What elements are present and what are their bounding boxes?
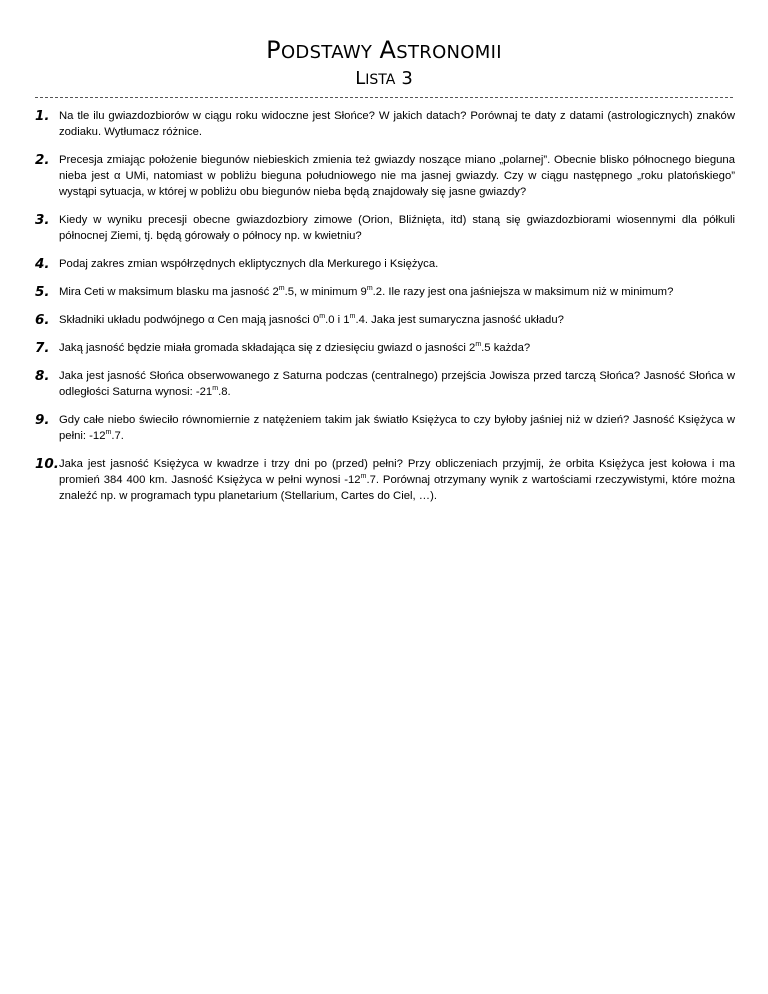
task-text-part: .7. [111, 430, 124, 442]
task-number: 8. [35, 368, 50, 384]
task-number: 1. [35, 108, 50, 124]
task-text [59, 456, 735, 504]
task-text-part: .5 każda? [481, 342, 531, 354]
task-number: 6. [35, 312, 50, 328]
task-item [35, 340, 735, 356]
task-text-part: .8. [218, 386, 231, 398]
task-item [35, 312, 735, 328]
subtitle-rest-ista: ISTA [365, 72, 396, 88]
task-item [35, 368, 735, 400]
task-item [35, 256, 735, 272]
task-item [35, 152, 735, 200]
page-title [0, 36, 768, 64]
task-number: 7. [35, 340, 50, 356]
task-item [35, 212, 735, 244]
task-text [59, 108, 735, 140]
task-number: 4. [35, 256, 50, 272]
magnitude-superscript: m [105, 429, 112, 436]
task-number: 10. [35, 456, 59, 472]
task-list [35, 108, 735, 516]
magnitude-superscript: m [278, 285, 285, 292]
title-initial-p: P [266, 36, 281, 64]
task-item [35, 412, 735, 444]
task-number: 2. [35, 152, 50, 168]
task-number: 9. [35, 412, 50, 428]
task-text [59, 412, 735, 444]
task-text [59, 256, 735, 272]
task-text-part: Precesja zmiając położenie biegunów niebieskich zmienia też gwiazdy noszące miano „polarnej”. Obecnie blisko północnego bieguna nieba jest α UMi, natomiast w pobliżu bieguna południowego nie ma jasnej gwiazdy. Czy w ciągu następnego „roku platońskiego” wystąpi sytuacja, w której w pobliżu obu biegunów nieba będą znajdowały się jasne gwiazdy? [59, 154, 735, 198]
task-text-part: Mira Ceti w maksimum blasku ma jasność 2 [59, 286, 279, 298]
task-text [59, 312, 735, 328]
task-text-part: Jaka jest jasność Księżyca w kwadrze i trzy dni po (przed) pełni? Przy obliczeniach przyjmij, że orbita Księżyca jest kołowa i ma promień 384 400 km. Jasność Księżyca w pełni wynosi -12 [59, 458, 735, 486]
task-text-part: Jaką jasność będzie miała gromada składająca się z dziesięciu gwiazd o jasności 2 [59, 342, 476, 354]
magnitude-superscript: m [319, 313, 326, 320]
title-rest-stronomii: STRONOMII [396, 42, 502, 63]
task-text-part: Składniki układu podwójnego α Cen mają jasności 0 [59, 314, 320, 326]
task-text-part: Na tle ilu gwiazdozbiorów w ciągu roku widoczne jest Słońce? W jakich datach? Porównaj te daty z datami (astrologicznych) znaków zodiaku. Wytłumacz różnice. [59, 110, 735, 138]
magnitude-superscript: m [475, 341, 482, 348]
title-rest-odstawy: ODSTAWY [280, 42, 373, 63]
task-item [35, 456, 735, 504]
task-text-part: .0 i 1 [325, 314, 350, 326]
task-number: 3. [35, 212, 50, 228]
subtitle-number: 3 [401, 68, 413, 89]
task-text-part: Gdy całe niebo świeciło równomiernie z natężeniem takim jak światło Księżyca to czy byłoby jaśniej niż w dzień? Jasność Księżyca w pełni: -12 [59, 414, 735, 442]
task-text-part: Jaka jest jasność Słońca obserwowanego z Saturna podczas (centralnego) przejścia Jowisza przed tarczą Słońca? Jasność Słońca w odległości Saturna wynosi: -21 [59, 370, 735, 398]
magnitude-superscript: m [360, 473, 367, 480]
task-text-part: .5, w minimum 9 [284, 286, 367, 298]
subtitle-initial-l: L [355, 68, 366, 89]
task-number: 5. [35, 284, 50, 300]
task-text-part: Podaj zakres zmian współrzędnych ekliptycznych dla Merkurego i Księżyca. [59, 258, 439, 270]
task-text [59, 368, 735, 400]
task-item [35, 284, 735, 300]
page-subtitle [0, 68, 768, 89]
task-text [59, 152, 735, 200]
task-text-part: .2. Ile razy jest ona jaśniejsza w maksimum niż w minimum? [372, 286, 674, 298]
magnitude-superscript: m [366, 285, 373, 292]
task-text-part: Kiedy w wyniku precesji obecne gwiazdozbiory zimowe (Orion, Bliźnięta, itd) staną się gwiazdozbiorami wiosennymi dla półkuli północnej Ziemi, tj. będą górowały o północy np. w kwietniu? [59, 214, 735, 242]
title-initial-a: A [379, 36, 397, 64]
header-divider [35, 97, 733, 98]
magnitude-superscript: m [212, 385, 219, 392]
task-text-part: .7. Porównaj otrzymany wynik z wartościami rzeczywistymi, które można znaleźć np. w programach typu planetarium (Stellarium, Cartes do Ciel, …). [59, 474, 735, 502]
task-text [59, 212, 735, 244]
task-text [59, 284, 735, 300]
magnitude-superscript: m [349, 313, 356, 320]
task-text-part: .4. Jaka jest sumaryczna jasność układu? [355, 314, 564, 326]
task-item [35, 108, 735, 140]
task-text [59, 340, 735, 356]
